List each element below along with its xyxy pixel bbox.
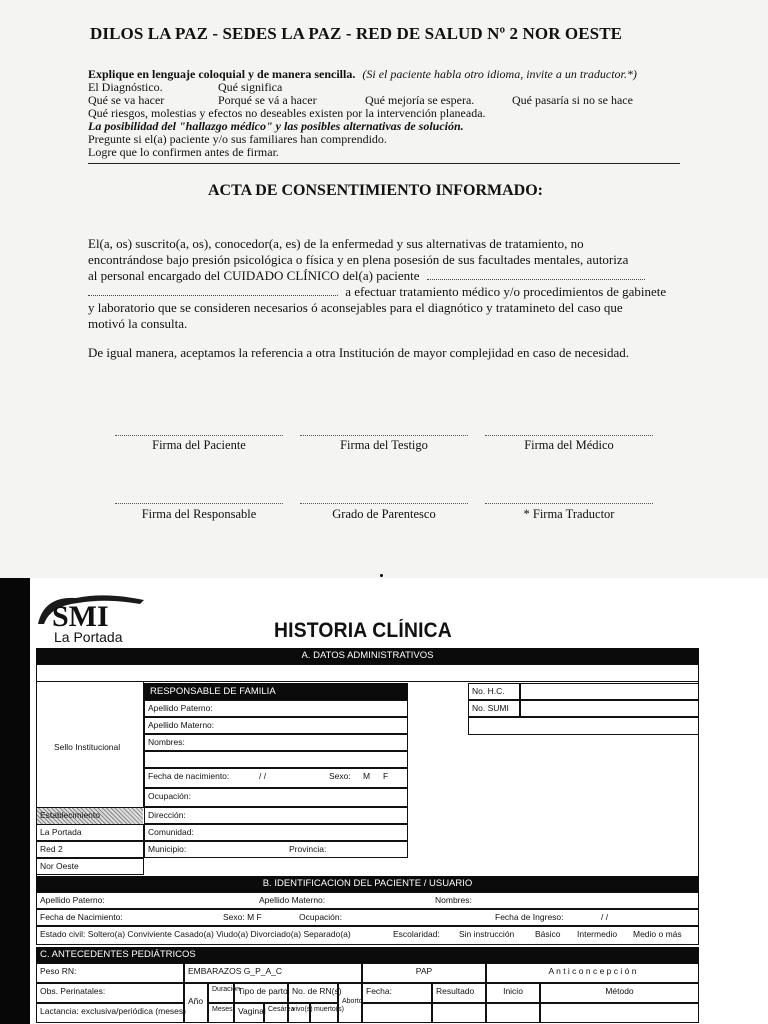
- c-anticoncepcion: A n t i c o n c e p c i ó n: [486, 963, 699, 983]
- instructions-porque: Porqué se vá a hacer: [218, 93, 317, 107]
- c-metodo-input[interactable]: [540, 1003, 699, 1023]
- b-fecha-ingreso: Fecha de Ingreso:: [495, 912, 564, 922]
- c-embarazos: EMBARAZOS G_P_A_C: [184, 963, 362, 983]
- b-apellido-paterno: Apellido Paterno:: [40, 895, 105, 905]
- resp-fecha-nacimiento[interactable]: [144, 768, 408, 788]
- instructions-pregunte: Pregunte si el(a) paciente y/o sus familiares han comprendido.: [88, 132, 387, 146]
- signature-label-witness: Firma del Testigo: [340, 438, 428, 452]
- b-row-fecha[interactable]: [36, 909, 699, 926]
- instructions-riesgos: Qué riesgos, molestias y efectos no deseables existen por la intervención planeada.: [88, 106, 486, 120]
- signature-line-translator[interactable]: [485, 503, 653, 504]
- b-row-apellidos[interactable]: [36, 892, 699, 909]
- instructions-confirmen: Logre que lo confirmen antes de firmar.: [88, 145, 279, 159]
- c-inicio: Inicio: [486, 983, 540, 1003]
- resp-sexo-label: Sexo:: [329, 771, 351, 781]
- c-anio: Año: [184, 983, 208, 1023]
- sello-label: Sello Institucional: [54, 742, 121, 752]
- b-nombres: Nombres:: [435, 895, 472, 905]
- signature-label-patient: Firma del Paciente: [152, 438, 246, 452]
- consent-paragraph-line-5: y laboratorio que se consideren necesarios ó aconsejables para el diagnótico y tratamineto del caso que: [88, 300, 623, 315]
- c-tipo-parto: Tipo de parto: [234, 983, 288, 1003]
- scan-edge: [0, 578, 30, 1024]
- section-a-header: A. DATOS ADMINISTRATIVOS: [36, 648, 699, 664]
- c-duracion: Duración: [208, 983, 234, 1003]
- b-fecha-nacimiento: Fecha de Nacimiento:: [40, 912, 123, 922]
- section-c-header: C. ANTECEDENTES PEDIÁTRICOS: [36, 947, 699, 963]
- c-lactancia[interactable]: Lactancia: exclusiva/periódica (meses): [36, 1003, 184, 1023]
- signature-label-translator: * Firma Traductor: [523, 507, 615, 521]
- c-fecha: Fecha:: [362, 983, 432, 1003]
- b-sin-instruccion[interactable]: Sin instrucción: [459, 929, 515, 939]
- c-peso-rn[interactable]: Peso RN:: [36, 963, 184, 983]
- signature-line-patient[interactable]: [115, 435, 283, 436]
- nhc-input[interactable]: [520, 683, 699, 700]
- logo-subtitle: La Portada: [54, 629, 123, 645]
- historia-title: HISTORIA CLÍNICA: [274, 619, 452, 642]
- c-no-rn: No. de RN(s): [288, 983, 338, 1003]
- establecimiento-value-2[interactable]: Red 2: [36, 841, 144, 858]
- consent-paragraph-line-1: El(a, os) suscrito(a, os), conocedor(a, es) de la enfermedad y sus alternativas de tratamiento, no: [88, 236, 584, 251]
- instructions-va-hacer: Qué se va hacer: [88, 93, 165, 107]
- resp-direccion[interactable]: Dirección:: [144, 807, 408, 824]
- signature-label-doctor: Firma del Médico: [524, 438, 614, 452]
- signature-label-relationship: Grado de Parentesco: [332, 507, 436, 521]
- b-sexo: Sexo: M F: [223, 912, 262, 922]
- consent-paragraph-line-4-text: a efectuar tratamiento médico y/o procedimientos de gabinete: [345, 284, 667, 299]
- consent-paragraph-2: De igual manera, aceptamos la referencia a otra Institución de mayor complejidad en caso de necesidad.: [88, 345, 630, 360]
- consent-paragraph-line-2: encontrándose bajo presión psicológica o física y en plena posesión de sus facultades mentales, autoriza: [88, 252, 629, 267]
- section-b-header: B. IDENTIFICACION DEL PACIENTE / USUARIO: [36, 876, 699, 892]
- establecimiento-label: Establecimiento: [37, 808, 143, 824]
- instructions-significa: Qué significa: [218, 80, 283, 94]
- resp-apellido-paterno[interactable]: Apellido Paterno:: [144, 700, 408, 717]
- c-vaginal: Vaginal: [234, 1003, 264, 1023]
- resp-nombres[interactable]: Nombres:: [144, 734, 408, 751]
- consent-paragraph-line-4: [88, 284, 666, 300]
- resp-provincia-label: Provincia:: [289, 844, 327, 854]
- establecimiento-value-3[interactable]: Nor Oeste: [36, 858, 144, 875]
- signature-line-responsible[interactable]: [115, 503, 283, 504]
- instructions-italic: (Si el paciente habla otro idioma, invite a un traductor.*): [362, 67, 637, 81]
- b-basico[interactable]: Básico: [535, 929, 561, 939]
- resp-ocupacion[interactable]: Ocupación:: [144, 788, 408, 807]
- consent-paragraph-line-3-text: al personal encargado del CUIDADO CLÍNICO del(a) paciente: [88, 268, 420, 283]
- procedure-field[interactable]: [88, 286, 338, 296]
- resp-fecha-slashes: / /: [259, 771, 267, 781]
- nsumi-label: No. SUMI: [468, 700, 520, 717]
- logo-text: SMI: [52, 600, 109, 633]
- instructions-pasaria: Qué pasaría si no se hace: [512, 93, 633, 107]
- b-intermedio[interactable]: Intermedio: [577, 929, 618, 939]
- c-pap: PAP: [362, 963, 486, 983]
- stray-dot: [380, 574, 383, 577]
- consent-paragraph-line-6: motivó la consulta.: [88, 316, 188, 331]
- consent-title: ACTA DE CONSENTIMIENTO INFORMADO:: [208, 182, 543, 199]
- establecimiento-value-1[interactable]: La Portada: [36, 824, 144, 841]
- signature-line-relationship[interactable]: [300, 503, 468, 504]
- b-row-estado-civil[interactable]: [36, 926, 699, 945]
- c-cesarea: Cesárea: [264, 1003, 288, 1023]
- b-medio-o-mas[interactable]: Medio o más: [633, 929, 682, 939]
- instructions-diagnostico: El Diagnóstico.: [88, 80, 163, 94]
- nhc-extra-row: [468, 717, 699, 735]
- patient-name-field[interactable]: [427, 270, 645, 280]
- b-fecha-ingreso-slashes: / /: [601, 912, 609, 922]
- instructions-hallazgo: La posibilidad del "hallazgo médico" y las posibles alternativas de solución.: [88, 119, 464, 133]
- nhc-label: No. H.C.: [468, 683, 520, 700]
- resp-sexo-f[interactable]: F: [383, 771, 389, 781]
- smi-logo: [36, 590, 146, 633]
- signature-line-doctor[interactable]: [485, 435, 653, 436]
- instructions-bold: Explique en lenguaje coloquial y de manera sencilla.: [88, 67, 356, 81]
- c-inicio-input[interactable]: [486, 1003, 540, 1023]
- c-muertos: muerto(s): [310, 1003, 338, 1023]
- resp-fecha-label: Fecha de nacimiento:: [148, 771, 230, 781]
- b-escolaridad: Escolaridad:: [393, 929, 440, 939]
- resp-apellido-materno[interactable]: Apellido Materno:: [144, 717, 408, 734]
- resp-nombres-cont[interactable]: [144, 751, 408, 768]
- c-vivos: vivo(s): [288, 1003, 310, 1023]
- c-resultado-input[interactable]: [432, 1003, 486, 1023]
- nsumi-input[interactable]: [520, 700, 699, 717]
- section-a-blank-row: [36, 664, 699, 682]
- c-metodo: Método: [540, 983, 699, 1003]
- c-aborto: Aborto: [338, 983, 362, 1023]
- consent-header: DILOS LA PAZ - SEDES LA PAZ - RED DE SALUD Nº 2 NOR OESTE: [90, 24, 623, 43]
- b-ocupacion: Ocupación:: [299, 912, 342, 922]
- signature-line-witness[interactable]: [300, 435, 468, 436]
- instructions-mejoria: Qué mejoría se espera.: [365, 93, 475, 107]
- c-resultado: Resultado: [432, 983, 486, 1003]
- historia-clinica-page: [0, 578, 768, 1024]
- instructions-line-1: [88, 68, 637, 81]
- divider: [88, 163, 680, 164]
- c-obs-perinatales[interactable]: Obs. Perinatales:: [36, 983, 184, 1003]
- resp-municipio[interactable]: [144, 841, 408, 858]
- resp-municipio-label: Municipio:: [148, 844, 187, 854]
- consent-paragraph-line-3: [88, 268, 645, 284]
- signature-label-responsible: Firma del Responsable: [141, 507, 257, 521]
- b-estado-civil: Estado civil: Soltero(a) Conviviente Casado(a) Viudo(a) Divorciado(a) Separado(a): [40, 929, 351, 939]
- resp-comunidad[interactable]: Comunidad:: [144, 824, 408, 841]
- c-meses: Meses: [208, 1003, 234, 1023]
- b-apellido-materno: Apellido Materno:: [259, 895, 326, 905]
- responsable-header: RESPONSABLE DE FAMILIA: [144, 683, 408, 700]
- resp-sexo-m[interactable]: M: [363, 771, 371, 781]
- c-fecha-input[interactable]: [362, 1003, 432, 1023]
